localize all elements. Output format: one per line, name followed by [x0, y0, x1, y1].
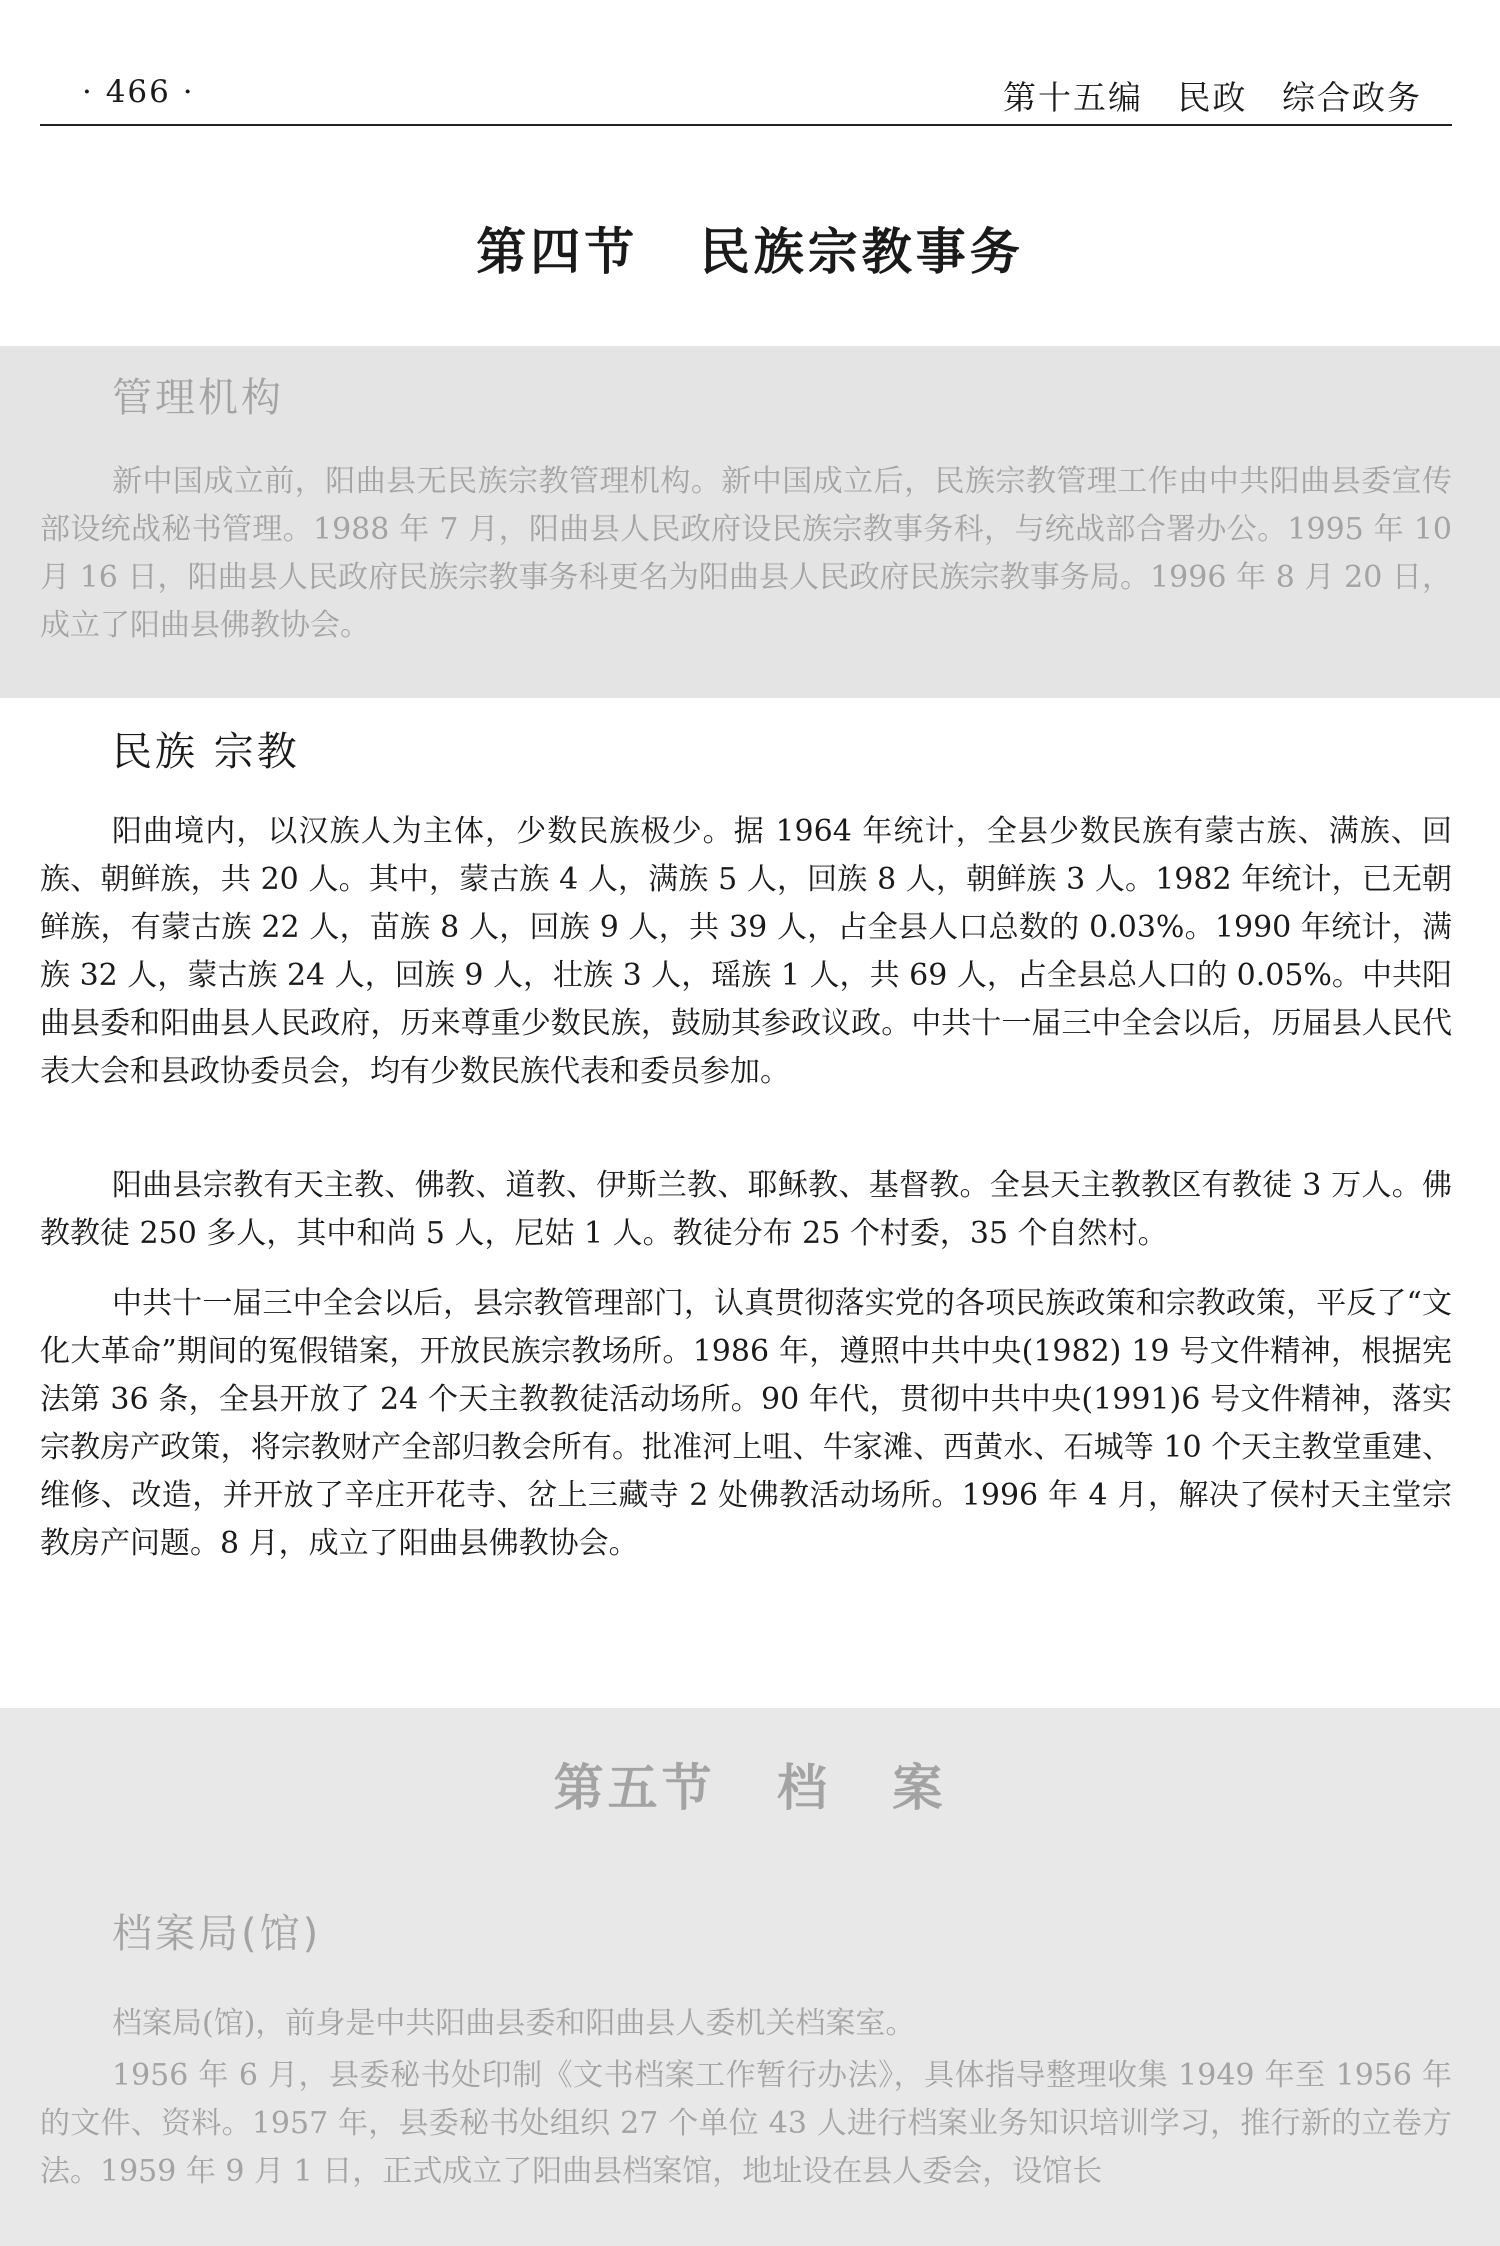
ethnic-paragraph-1: 阳曲境内，以汉族人为主体，少数民族极少。据 1964 年统计，全县少数民族有蒙古族、满族、回族、朝鲜族，共 20 人。其中，蒙古族 4 人，满族 5 人，回族 8 人，朝鲜族 3 人。1982 年统计，已无朝鲜族，有蒙古族 22 人，苗族 8 人，回族 9 人，共 39 人，占全县人口总数的 0.03%。1990 年统计，满族 32 人，蒙古族 24 人，回族 9 人，壮族 3 人，瑶族 1 人，共 69 人，占全县总人口的 0.05%。中共阳曲县委和阳曲县人民政府，历来尊重少数民族，鼓励其参政议政。中共十一届三中全会以后，历届县人民代表大会和县政协委员会，均有少数民族代表和委员参加。 — [40, 814, 1452, 1089]
section-4-title: 第四节 民族宗教事务 — [476, 223, 1024, 281]
archives-paragraph-1: 档案局(馆)，前身是中共阳曲县委和阳曲县人委机关档案室。 — [112, 2006, 916, 2041]
archives-heading: 档案局(馆) — [112, 1911, 322, 1957]
archives-paragraph-2: 1956 年 6 月，县委秘书处印制《文书档案工作暂行办法》，具体指导整理收集 1949 年至 1956 年的文件、资料。1957 年，县委秘书处组织 27 个单位 43 人进行档案业务知识培训学习，推行新的立卷方法。1959 年 9 月 1 日，正式成立了阳曲县档案馆，地址设在县人委会，设馆长 — [40, 2058, 1452, 2189]
ethnic-paragraph-3: 中共十一届三中全会以后，县宗教管理部门，认真贯彻落实党的各项民族政策和宗教政策，平反了“文化大革命”期间的冤假错案，开放民族宗教场所。1986 年，遵照中共中央(1982) 19 号文件精神，根据宪法第 36 条，全县开放了 24 个天主教教徒活动场所。90 年代，贯彻中共中央(1991)6 号文件精神，落实宗教房产政策，将宗教财产全部归教会所有。批准河上咀、牛家滩、西黄水、石城等 10 个天主教堂重建、维修、改造，并开放了辛庄开花寺、岔上三藏寺 2 处佛教活动场所。1996 年 4 月，解决了侯村天主堂宗教房产问题。8 月，成立了阳曲县佛教协会。 — [40, 1286, 1452, 1561]
management-paragraph: 新中国成立前，阳曲县无民族宗教管理机构。新中国成立后，民族宗教管理工作由中共阳曲县委宣传部设统战秘书管理。1988 年 7 月，阳曲县人民政府设民族宗教事务科，与统战部合署办公。1995 年 10 月 16 日，阳曲县人民政府民族宗教事务科更名为阳曲县人民政府民族宗教事务局。1996 年 8 月 20 日，成立了阳曲县佛教协会。 — [40, 464, 1452, 643]
ethnic-religion-heading: 民族 宗教 — [112, 729, 300, 775]
section-5-title: 第五节 档 案 — [553, 1759, 947, 1817]
page-number: · 466 · — [82, 74, 195, 110]
ethnic-paragraph-2: 阳曲县宗教有天主教、佛教、道教、伊斯兰教、耶稣教、基督教。全县天主教教区有教徒 3 万人。佛教教徒 250 多人，其中和尚 5 人，尼姑 1 人。教徒分布 25 个村委，35 个自然村。 — [40, 1168, 1452, 1251]
management-heading: 管理机构 — [112, 375, 284, 421]
running-head: 第十五编 民政 综合政务 — [1003, 78, 1422, 117]
page-header — [40, 62, 1452, 126]
